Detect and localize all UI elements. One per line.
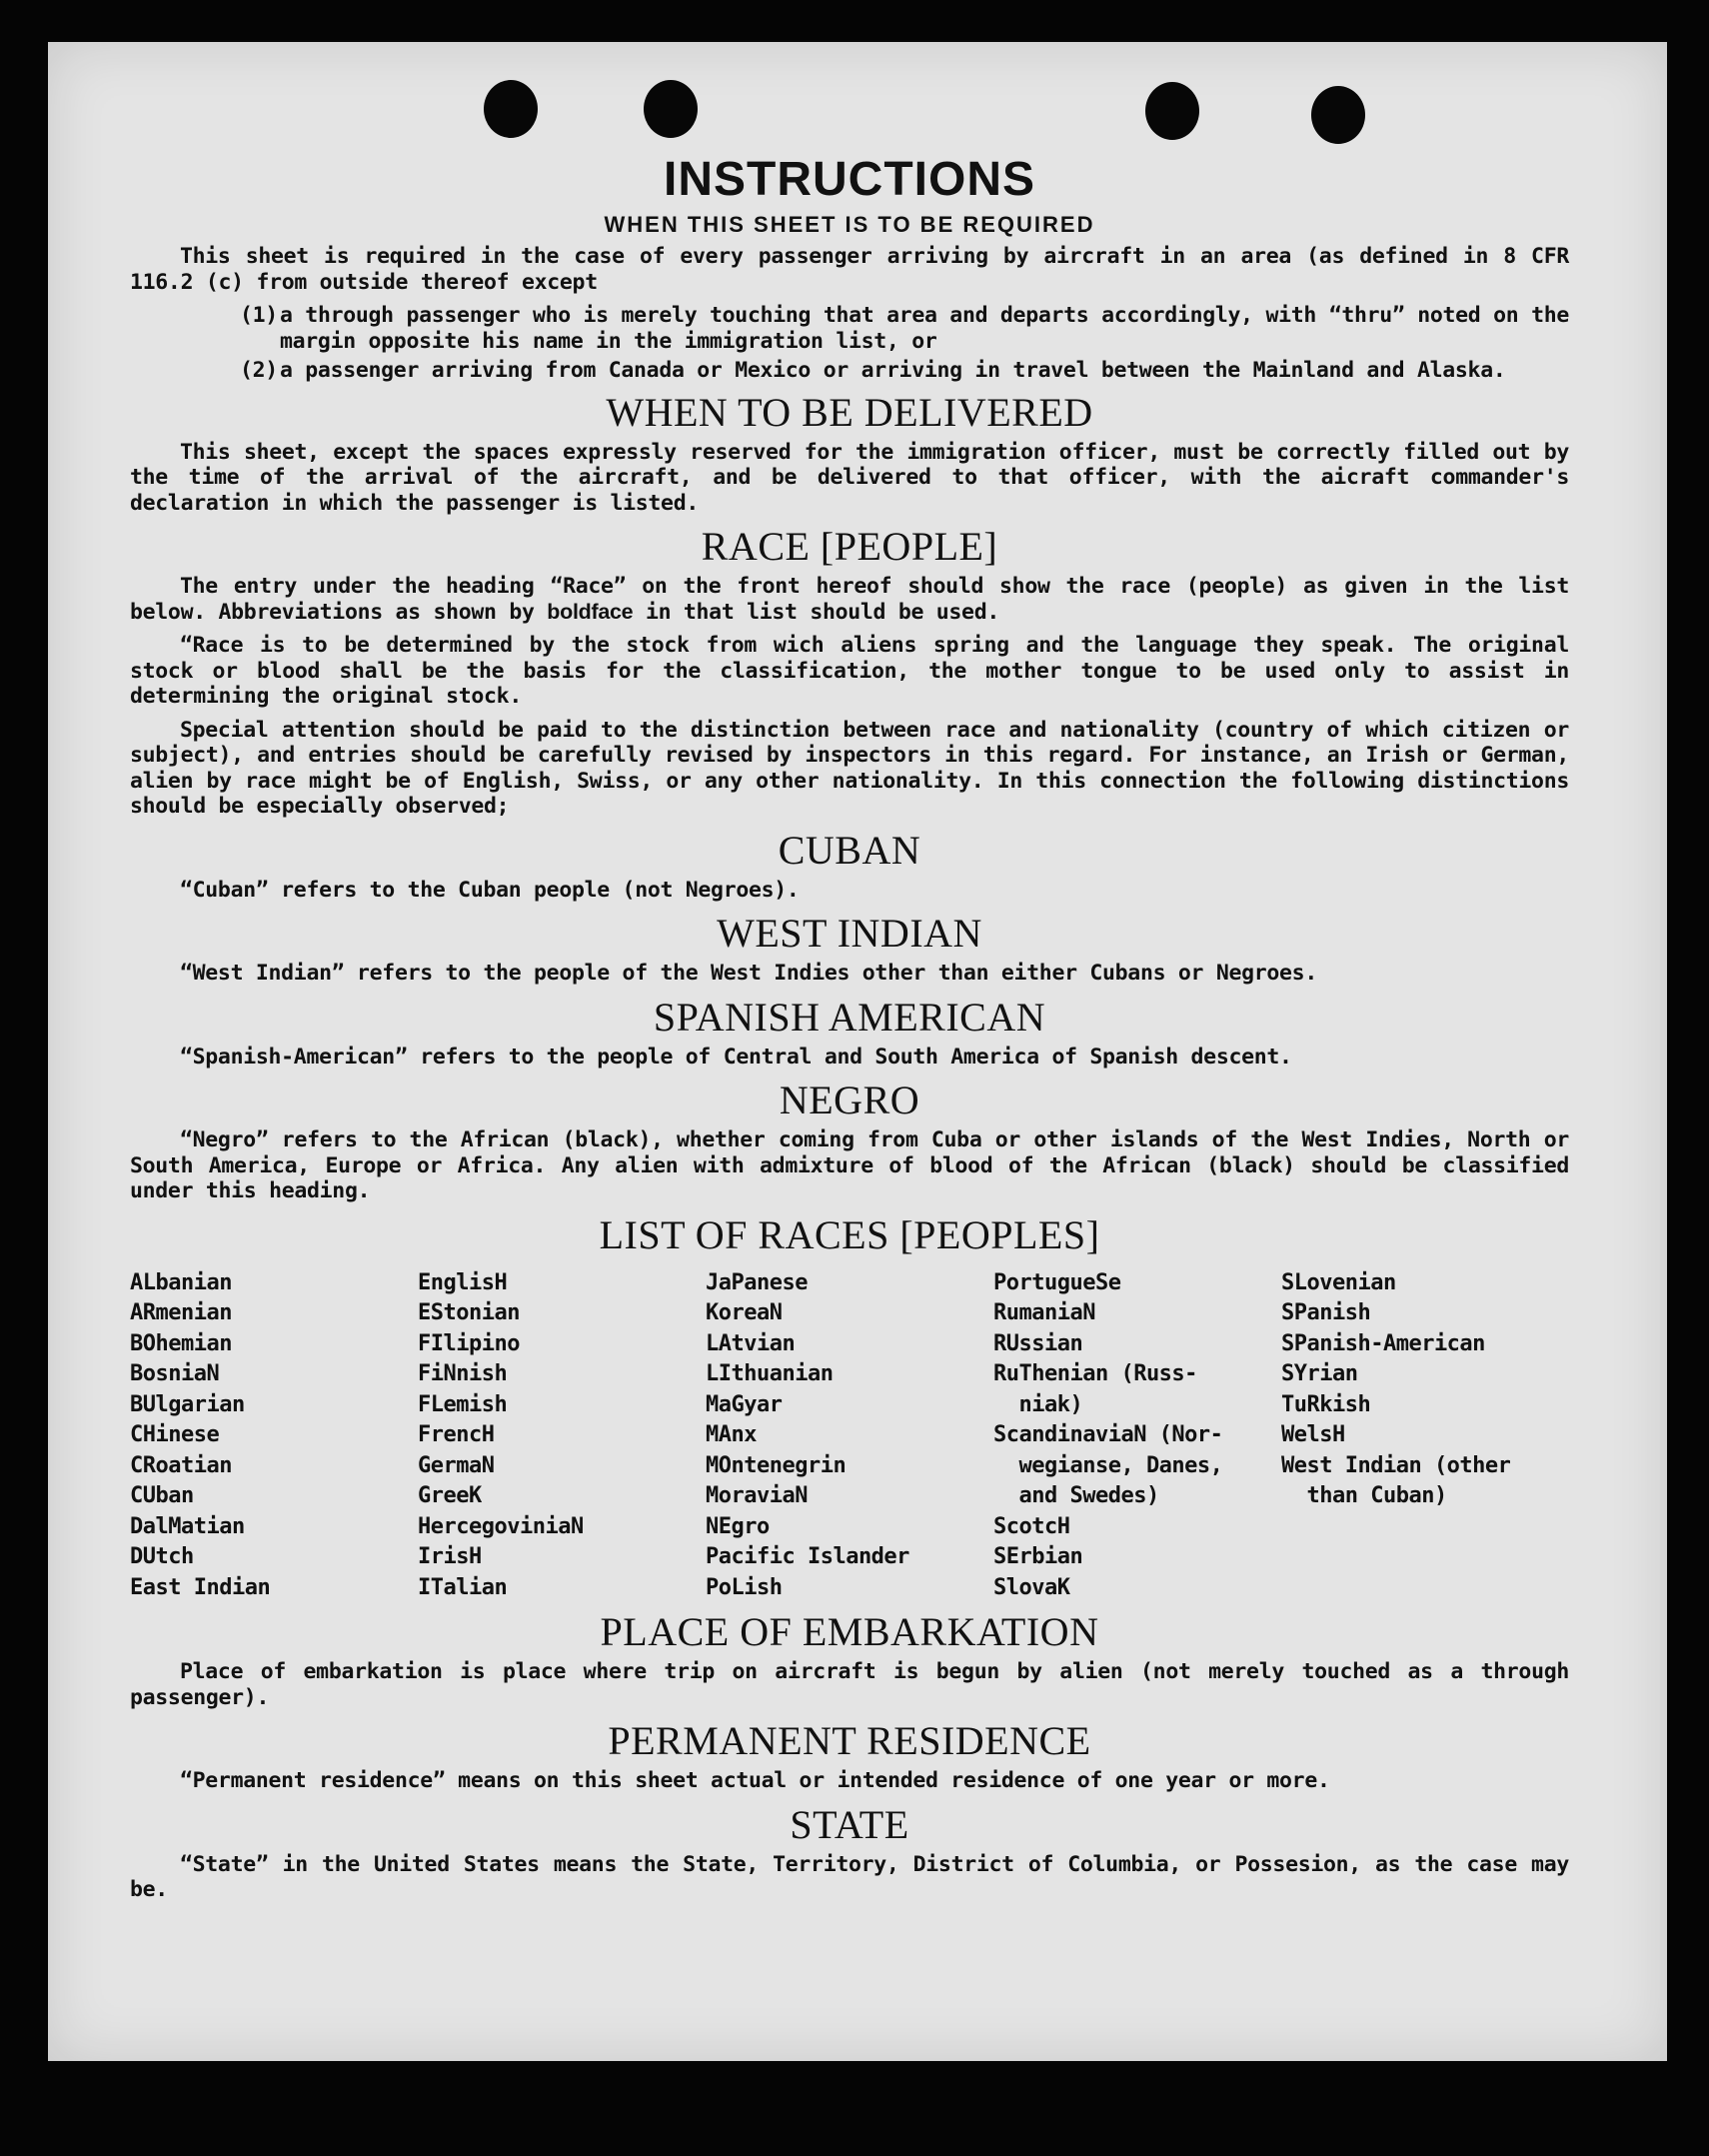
race-entry: East Indian bbox=[130, 1574, 271, 1600]
race-entry: FrencH bbox=[418, 1422, 495, 1447]
page-title: INSTRUCTIONS bbox=[664, 153, 1035, 206]
race-entry: SYrian bbox=[1281, 1361, 1358, 1386]
race-entry: ARmenian bbox=[130, 1300, 232, 1325]
race-paragraph-3: Special attention should be paid to the distinction between race and nationality (country of which citizen or subject), and entries should be carefully revised by inspectors in this regard. For instance, an Irish or German, alien by race might be of English, Swiss, or any other nationality. In this connection the following distinctions should be especially observed; bbox=[130, 717, 1569, 819]
section-heading-delivered: WHEN TO BE DELIVERED bbox=[606, 389, 1093, 435]
race-paragraph-1 bbox=[130, 574, 1569, 625]
race-entry: CRoatian bbox=[130, 1452, 232, 1478]
race-entry: FLemish bbox=[418, 1391, 508, 1417]
item-text: a through passenger who is merely touching that area and departs accordingly, with “thru” noted on the margin opposite his name in the immigration list, or bbox=[280, 303, 1569, 354]
race-entry: RuThenian (Russ- bbox=[993, 1361, 1197, 1386]
item-text: a passenger arriving from Canada or Mexico or arriving in travel between the Mainland and Alaska. bbox=[280, 358, 1506, 383]
section-heading-race: RACE [PEOPLE] bbox=[701, 524, 998, 569]
item-number: (2) bbox=[240, 358, 278, 383]
race-entry: IrisH bbox=[418, 1544, 482, 1569]
race-entry: RumaniaN bbox=[993, 1300, 1095, 1325]
race-entry: HercegoviniaN bbox=[418, 1513, 584, 1539]
race-entry: JaPanese bbox=[706, 1269, 808, 1295]
race-entry: GermaN bbox=[418, 1452, 495, 1478]
race-entry: niak) bbox=[993, 1391, 1083, 1417]
race-entry: RUssian bbox=[993, 1330, 1083, 1356]
race-entry: ScotcH bbox=[993, 1513, 1070, 1539]
race-entry: and Swedes) bbox=[993, 1483, 1159, 1508]
section-heading-spanish-american: SPANISH AMERICAN bbox=[653, 994, 1046, 1040]
race-p1-text: The entry under the heading “Race” on the front hereof should show the race (people) as given in the list below. Abbreviations as shown by bbox=[130, 574, 1569, 625]
race-entry: BosniaN bbox=[130, 1361, 220, 1386]
race-entry: KoreaN bbox=[706, 1300, 783, 1325]
section-heading-state: STATE bbox=[790, 1801, 909, 1847]
race-entry: CUban bbox=[130, 1483, 194, 1508]
section-heading-list-of-races: LIST OF RACES [PEOPLES] bbox=[599, 1211, 1100, 1257]
race-entry: MAnx bbox=[706, 1422, 757, 1447]
cuban-text: “Cuban” refers to the Cuban people (not Negroes). bbox=[180, 877, 800, 903]
race-entry: MoraviaN bbox=[706, 1483, 808, 1508]
section-heading-residence: PERMANENT RESIDENCE bbox=[608, 1718, 1091, 1763]
race-entry: West Indian (other bbox=[1281, 1452, 1511, 1478]
race-column bbox=[130, 1268, 418, 1604]
race-column bbox=[706, 1268, 993, 1604]
race-entry: FIlipino bbox=[418, 1330, 520, 1356]
spanish-american-text: “Spanish-American” refers to the people of Central and South America of Spanish descent. bbox=[180, 1044, 1292, 1070]
race-p1-text: in that list should be used. bbox=[645, 599, 999, 625]
item-number: (1) bbox=[240, 303, 278, 328]
race-entry: SPanish-American bbox=[1281, 1330, 1485, 1356]
race-paragraph-2: “Race is to be determined by the stock from wich aliens spring and the language they speak. The original stock or blood shall be the basis for the classification, the mother tongue to be used only to assist in determining the original stock. bbox=[130, 633, 1569, 709]
race-entry: PoLish bbox=[706, 1574, 783, 1600]
race-entry: ScandinaviaN (Nor- bbox=[993, 1422, 1223, 1447]
race-entry: WelsH bbox=[1281, 1422, 1345, 1447]
race-entry: SlovaK bbox=[993, 1574, 1070, 1600]
section-heading-cuban: CUBAN bbox=[778, 827, 921, 873]
exception-item bbox=[240, 303, 1569, 354]
race-entry: MOntenegrin bbox=[706, 1452, 847, 1478]
residence-text: “Permanent residence” means on this sheet actual or intended residence of one year or more. bbox=[180, 1768, 1330, 1793]
subtitle: WHEN THIS SHEET IS TO BE REQUIRED bbox=[604, 212, 1095, 237]
race-entry: EnglisH bbox=[418, 1269, 508, 1295]
state-text: “State” in the United States means the State, Territory, District of Columbia, or Possesion, as the case may be. bbox=[130, 1851, 1569, 1902]
punch-hole bbox=[1145, 82, 1199, 140]
exception-item bbox=[240, 358, 1569, 384]
race-entry: EStonian bbox=[418, 1300, 520, 1325]
race-entry: SLovenian bbox=[1281, 1269, 1396, 1295]
race-entry: DalMatian bbox=[130, 1513, 245, 1539]
punch-hole bbox=[644, 80, 698, 138]
negro-text: “Negro” refers to the African (black), whether coming from Cuba or other islands of the West Indies, North or South America, Europe or Africa. Any alien with admixture of blood of the African (black) should be classified under this heading. bbox=[130, 1127, 1569, 1203]
instructions-content bbox=[130, 152, 1569, 1911]
race-entry: FiNnish bbox=[418, 1361, 508, 1386]
section-heading-negro: NEGRO bbox=[779, 1078, 920, 1122]
race-entry: NEgro bbox=[706, 1513, 770, 1539]
section-heading-west-indian: WEST INDIAN bbox=[717, 911, 982, 956]
document-sheet bbox=[48, 42, 1667, 2061]
race-entry: BUlgarian bbox=[130, 1391, 245, 1417]
race-entry: SPanish bbox=[1281, 1300, 1371, 1325]
section-heading-embarkation: PLACE OF EMBARKATION bbox=[600, 1609, 1099, 1654]
race-entry: Pacific Islander bbox=[706, 1544, 909, 1569]
delivered-text: This sheet, except the spaces expressly reserved for the immigration officer, must be correctly filled out by the time of the arrival of the aircraft, and be delivered to that officer, with the aicraft commander's declaration in which the passenger is listed. bbox=[130, 439, 1569, 516]
race-entry: GreeK bbox=[418, 1483, 482, 1508]
race-column bbox=[993, 1268, 1281, 1604]
west-indian-text: “West Indian” refers to the people of the West Indies other than either Cubans or Negroes. bbox=[180, 961, 1317, 986]
boldface-word: boldface bbox=[547, 599, 634, 624]
race-column bbox=[418, 1268, 706, 1604]
race-entry: than Cuban) bbox=[1281, 1483, 1447, 1508]
races-list bbox=[130, 1268, 1569, 1604]
race-entry: SErbian bbox=[993, 1544, 1083, 1569]
race-entry: LIthuanian bbox=[706, 1361, 834, 1386]
race-entry: wegianse, Danes, bbox=[993, 1452, 1223, 1478]
race-entry: DUtch bbox=[130, 1544, 194, 1569]
race-entry: ITalian bbox=[418, 1574, 508, 1600]
race-entry: PortugueSe bbox=[993, 1269, 1121, 1295]
punch-hole bbox=[484, 80, 538, 138]
race-entry: ALbanian bbox=[130, 1269, 232, 1295]
embarkation-text: Place of embarkation is place where trip on aircraft is begun by alien (not merely touched as a through passenger). bbox=[130, 1659, 1569, 1710]
punch-hole bbox=[1311, 86, 1365, 144]
race-entry: BOhemian bbox=[130, 1330, 232, 1356]
race-entry: LAtvian bbox=[706, 1330, 796, 1356]
race-entry: TuRkish bbox=[1281, 1391, 1371, 1417]
race-entry: CHinese bbox=[130, 1422, 220, 1447]
required-intro: This sheet is required in the case of every passenger arriving by aircraft in an area (as defined in 8 CFR 116.2 (c) from outside thereof except bbox=[130, 244, 1569, 295]
race-column bbox=[1281, 1268, 1569, 1604]
race-entry: MaGyar bbox=[706, 1391, 783, 1417]
